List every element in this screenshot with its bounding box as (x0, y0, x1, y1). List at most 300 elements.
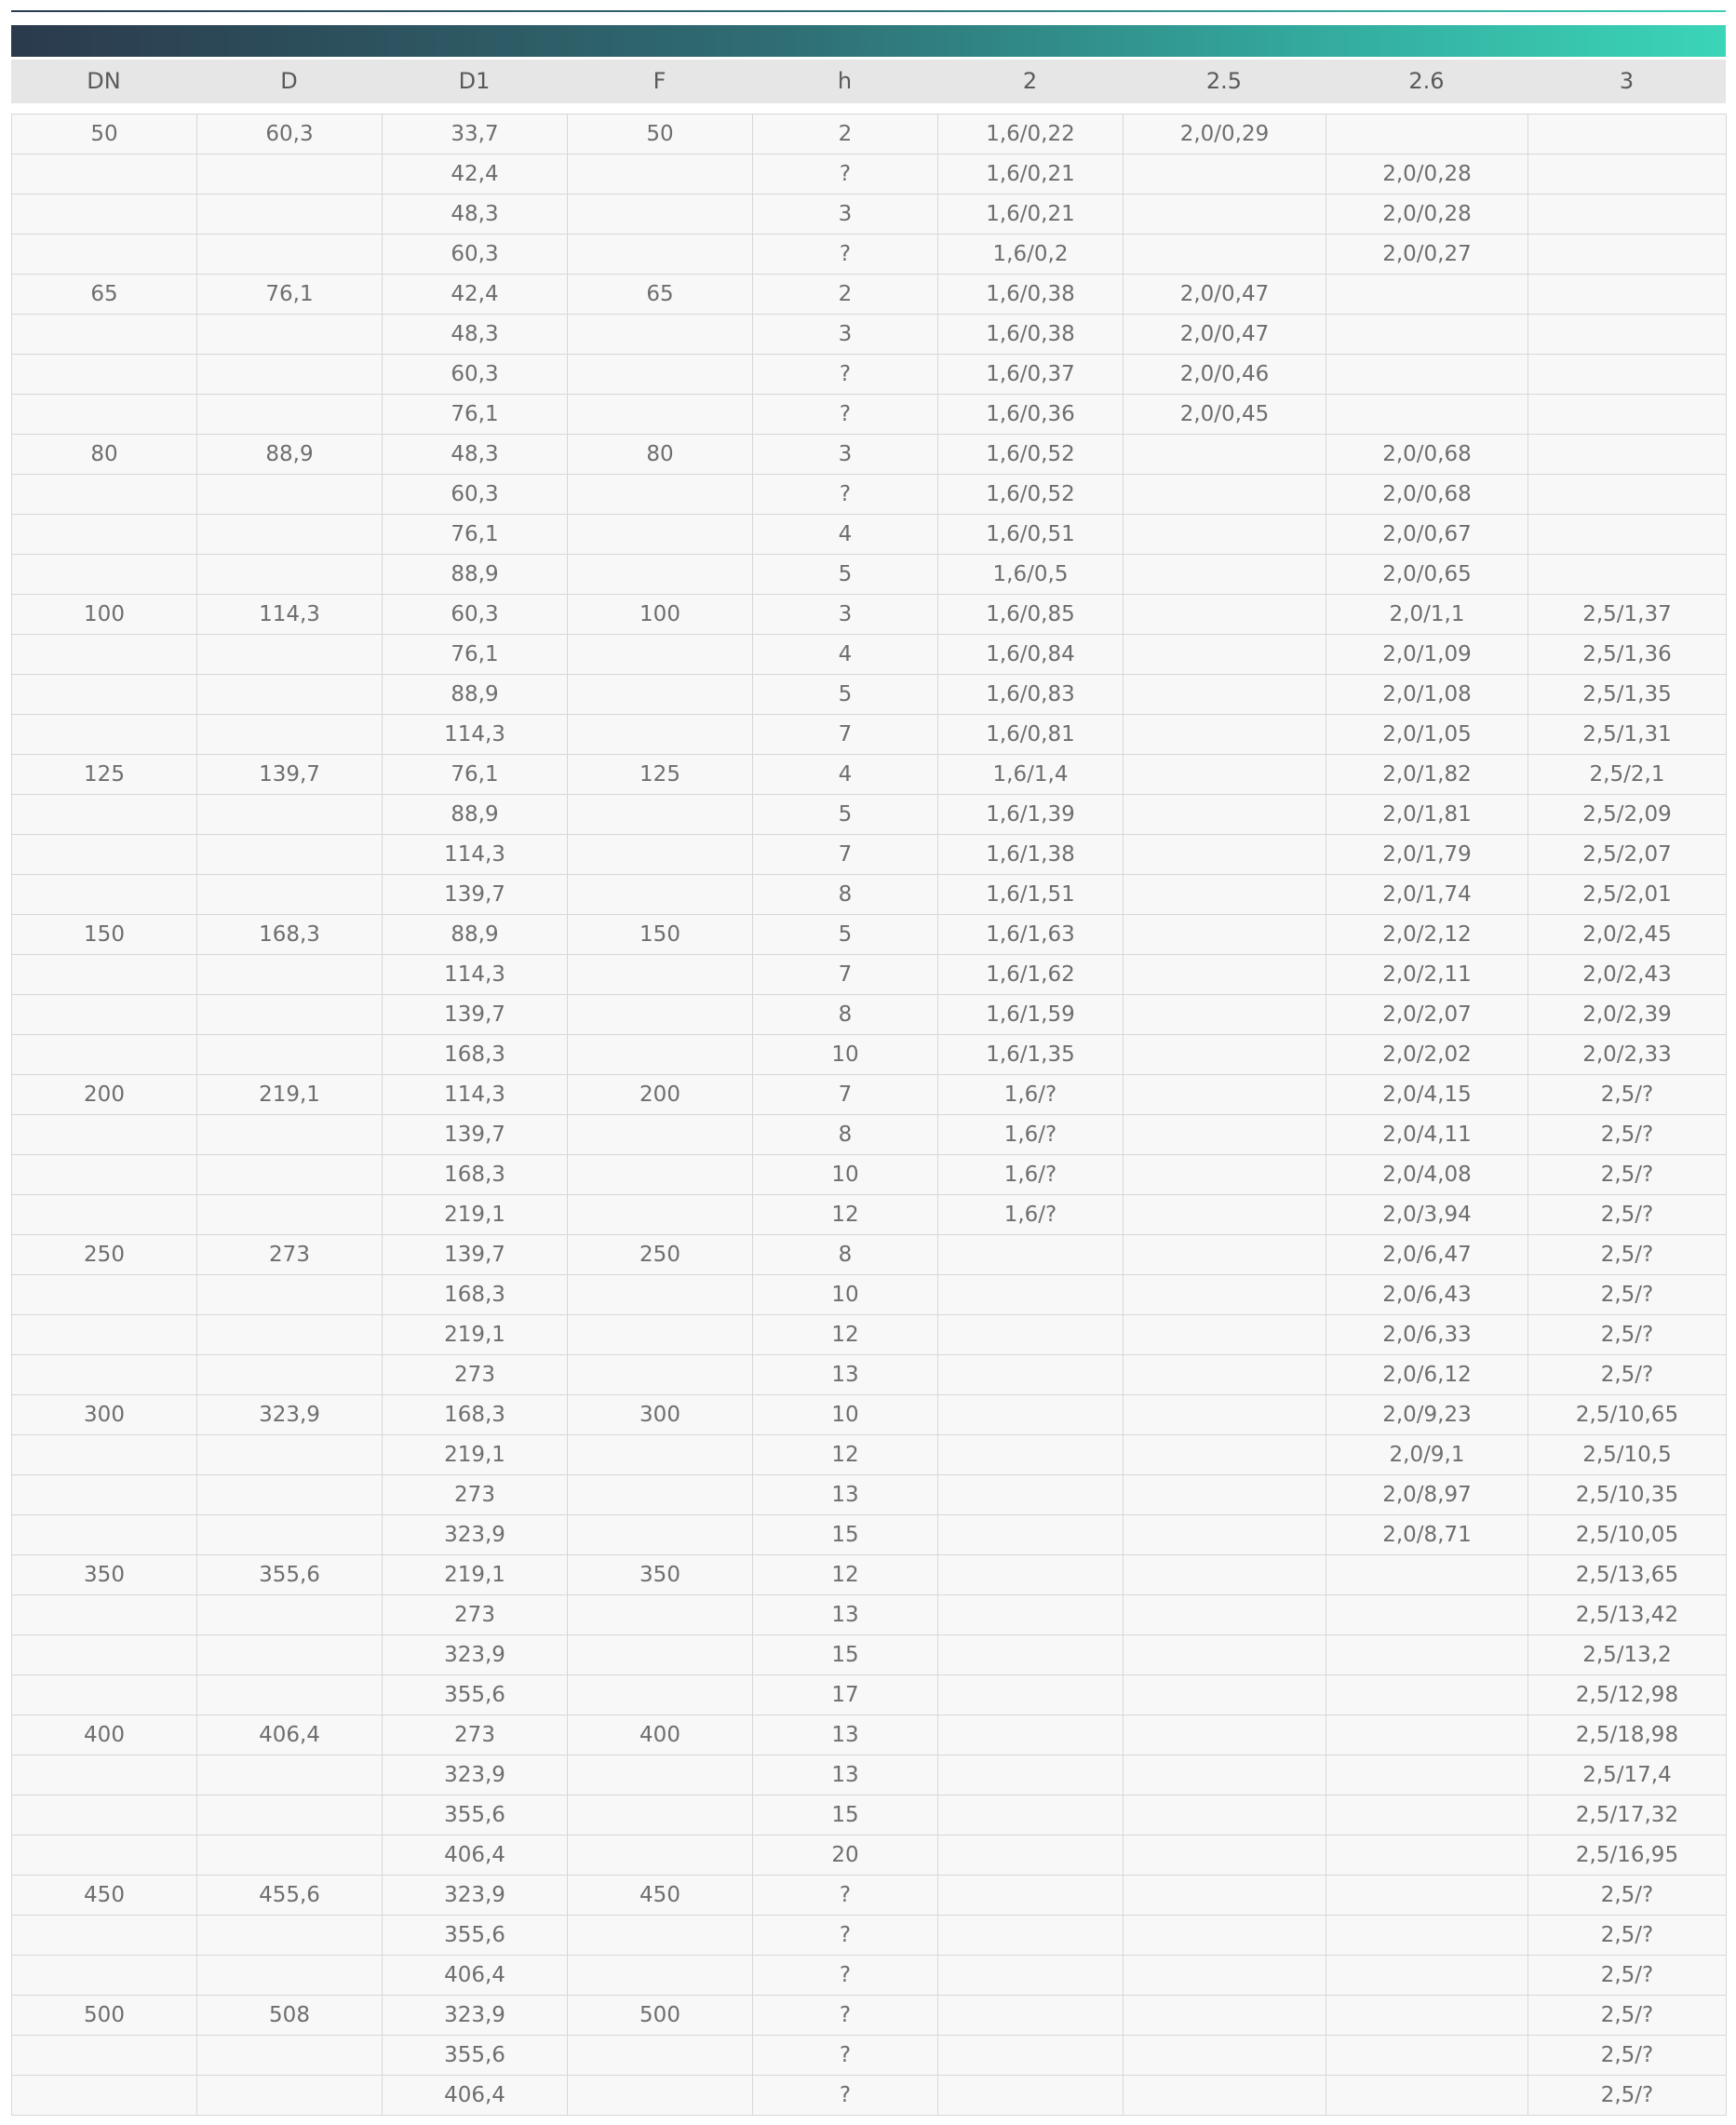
cell-f (568, 715, 753, 755)
cell-2-5 (1124, 995, 1326, 1035)
cell-h: 10 (753, 1395, 938, 1435)
cell-f: 150 (568, 915, 753, 955)
cell-d1: 168,3 (383, 1395, 568, 1435)
cell-h: 15 (753, 1635, 938, 1675)
cell-2-5 (1124, 595, 1326, 635)
cell-f (568, 1155, 753, 1195)
cell-d (197, 1755, 383, 1795)
cell-dn (12, 1916, 197, 1956)
cell-d: 219,1 (197, 1075, 383, 1115)
cell-f (568, 355, 753, 395)
cell-2-6: 2,0/9,23 (1326, 1395, 1528, 1435)
cell-2 (938, 1235, 1124, 1275)
cell-3: 2,5/13,65 (1528, 1555, 1727, 1595)
cell-f (568, 1635, 753, 1675)
cell-3 (1528, 395, 1727, 435)
cell-d1: 114,3 (383, 1075, 568, 1115)
cell-d1: 406,4 (383, 1956, 568, 1996)
cell-2-6: 2,0/1,08 (1326, 675, 1528, 715)
cell-2-5 (1124, 235, 1326, 275)
cell-f (568, 475, 753, 515)
cell-3: 2,5/2,1 (1528, 755, 1727, 795)
cell-dn (12, 475, 197, 515)
table-row (12, 715, 1727, 755)
cell-2-5 (1124, 1795, 1326, 1836)
cell-3: 2,5/? (1528, 1235, 1727, 1275)
cell-3: 2,5/1,36 (1528, 635, 1727, 675)
cell-h: 3 (753, 315, 938, 355)
cell-2-6: 2,0/0,28 (1326, 155, 1528, 195)
cell-3: 2,5/2,09 (1528, 795, 1727, 835)
table-row (12, 1195, 1727, 1235)
cell-d1: 323,9 (383, 1996, 568, 2036)
cell-2: 1,6/? (938, 1155, 1124, 1195)
cell-2: 1,6/0,83 (938, 675, 1124, 715)
cell-2-6: 2,0/1,81 (1326, 795, 1528, 835)
cell-d1: 76,1 (383, 395, 568, 435)
cell-dn (12, 1755, 197, 1795)
table-row (12, 1315, 1727, 1355)
cell-dn (12, 955, 197, 995)
cell-2 (938, 1675, 1124, 1715)
cell-3 (1528, 155, 1727, 195)
cell-2-6 (1326, 1836, 1528, 1876)
cell-2: 1,6/0,85 (938, 595, 1124, 635)
cell-2-6: 2,0/2,02 (1326, 1035, 1528, 1075)
cell-2-6: 2,0/9,1 (1326, 1435, 1528, 1475)
column-header-d1: D1 (458, 68, 491, 94)
cell-h: 13 (753, 1595, 938, 1635)
cell-d (197, 1195, 383, 1235)
cell-2-5 (1124, 1315, 1326, 1355)
column-header-2: 2 (1022, 68, 1038, 94)
cell-h: 3 (753, 435, 938, 475)
cell-2-6: 2,0/2,12 (1326, 915, 1528, 955)
cell-d: 323,9 (197, 1395, 383, 1435)
cell-dn (12, 2036, 197, 2076)
table-row (12, 595, 1727, 635)
cell-f (568, 1836, 753, 1876)
cell-2: 1,6/1,35 (938, 1035, 1124, 1075)
cell-h: 20 (753, 1836, 938, 1876)
cell-d: 455,6 (197, 1876, 383, 1916)
cell-3 (1528, 275, 1727, 315)
cell-dn (12, 1115, 197, 1155)
cell-h: 5 (753, 555, 938, 595)
cell-3 (1528, 315, 1727, 355)
cell-dn (12, 715, 197, 755)
cell-h: ? (753, 475, 938, 515)
cell-d (197, 1275, 383, 1315)
cell-3 (1528, 475, 1727, 515)
cell-2-5 (1124, 1916, 1326, 1956)
table-row (12, 475, 1727, 515)
cell-d (197, 195, 383, 235)
cell-2-5 (1124, 875, 1326, 915)
cell-3 (1528, 235, 1727, 275)
cell-2-5 (1124, 1475, 1326, 1515)
cell-2: 1,6/0,81 (938, 715, 1124, 755)
cell-3: 2,5/? (1528, 1315, 1727, 1355)
cell-3 (1528, 355, 1727, 395)
cell-d (197, 1836, 383, 1876)
cell-3: 2,5/1,35 (1528, 675, 1727, 715)
cell-2-5: 2,0/0,46 (1124, 355, 1326, 395)
cell-2: 1,6/1,63 (938, 915, 1124, 955)
cell-d: 76,1 (197, 275, 383, 315)
cell-2 (938, 1315, 1124, 1355)
cell-d1: 76,1 (383, 755, 568, 795)
cell-2-5 (1124, 1635, 1326, 1675)
table-row (12, 195, 1727, 235)
cell-h: 15 (753, 1795, 938, 1836)
cell-d (197, 2036, 383, 2076)
cell-2-5 (1124, 675, 1326, 715)
cell-f (568, 835, 753, 875)
cell-dn (12, 1275, 197, 1315)
cell-f (568, 875, 753, 915)
cell-2-6: 2,0/1,79 (1326, 835, 1528, 875)
cell-2-5 (1124, 1235, 1326, 1275)
cell-f (568, 315, 753, 355)
column-header-d: D (280, 68, 298, 94)
cell-dn (12, 1836, 197, 1876)
cell-3: 2,5/? (1528, 1275, 1727, 1315)
cell-2: 1,6/0,37 (938, 355, 1124, 395)
cell-3: 2,0/2,43 (1528, 955, 1727, 995)
cell-f: 100 (568, 595, 753, 635)
cell-2-6 (1326, 1795, 1528, 1836)
cell-2 (938, 2076, 1124, 2116)
cell-h: 12 (753, 1435, 938, 1475)
cell-f (568, 1675, 753, 1715)
cell-f (568, 235, 753, 275)
cell-f (568, 955, 753, 995)
cell-d (197, 955, 383, 995)
cell-2-5 (1124, 1836, 1326, 1876)
cell-d: 168,3 (197, 915, 383, 955)
cell-3 (1528, 195, 1727, 235)
cell-f (568, 395, 753, 435)
cell-2-5: 2,0/0,47 (1124, 275, 1326, 315)
cell-2-5 (1124, 1555, 1326, 1595)
cell-d (197, 1515, 383, 1555)
cell-2 (938, 1956, 1124, 1996)
cell-f: 65 (568, 275, 753, 315)
cell-d (197, 1675, 383, 1715)
cell-h: ? (753, 1876, 938, 1916)
cell-2-6 (1326, 1755, 1528, 1795)
cell-d (197, 1475, 383, 1515)
table-row (12, 1876, 1727, 1916)
cell-d (197, 1916, 383, 1956)
cell-dn: 350 (12, 1555, 197, 1595)
cell-f (568, 1035, 753, 1075)
cell-d1: 76,1 (383, 635, 568, 675)
cell-2-6: 2,0/1,09 (1326, 635, 1528, 675)
cell-f (568, 1515, 753, 1555)
table-row (12, 1235, 1727, 1275)
cell-d: 114,3 (197, 595, 383, 635)
cell-dn (12, 1155, 197, 1195)
cell-3: 2,5/? (1528, 2076, 1727, 2116)
cell-d1: 273 (383, 1475, 568, 1515)
table-row (12, 2076, 1727, 2116)
cell-dn (12, 155, 197, 195)
cell-2-6: 2,0/4,11 (1326, 1115, 1528, 1155)
cell-d (197, 1035, 383, 1075)
cell-2-6: 2,0/6,47 (1326, 1235, 1528, 1275)
cell-d (197, 675, 383, 715)
cell-d (197, 355, 383, 395)
cell-f (568, 1956, 753, 1996)
cell-d1: 88,9 (383, 795, 568, 835)
cell-2-6: 2,0/4,15 (1326, 1075, 1528, 1115)
cell-dn (12, 995, 197, 1035)
cell-dn: 300 (12, 1395, 197, 1435)
cell-d (197, 795, 383, 835)
cell-d1: 323,9 (383, 1515, 568, 1555)
cell-2-5 (1124, 715, 1326, 755)
cell-h: ? (753, 1916, 938, 1956)
cell-d (197, 1595, 383, 1635)
cell-dn (12, 1956, 197, 1996)
cell-dn (12, 1635, 197, 1675)
cell-h: 7 (753, 835, 938, 875)
cell-d1: 42,4 (383, 155, 568, 195)
cell-d1: 273 (383, 1715, 568, 1755)
cell-2-6 (1326, 395, 1528, 435)
cell-d1: 139,7 (383, 1235, 568, 1275)
cell-d1: 139,7 (383, 1115, 568, 1155)
cell-2-6: 2,0/6,12 (1326, 1355, 1528, 1395)
cell-f (568, 1755, 753, 1795)
table-row (12, 675, 1727, 715)
cell-d (197, 155, 383, 195)
cell-f: 350 (568, 1555, 753, 1595)
column-header-2-5: 2.5 (1205, 68, 1243, 94)
cell-2 (938, 1916, 1124, 1956)
cell-f: 80 (568, 435, 753, 475)
cell-2 (938, 1595, 1124, 1635)
cell-dn (12, 515, 197, 555)
cell-2: 1,6/0,52 (938, 435, 1124, 475)
column-header-2-6: 2.6 (1408, 68, 1445, 94)
table-row (12, 355, 1727, 395)
table-row (12, 1395, 1727, 1435)
cell-3: 2,5/? (1528, 2036, 1727, 2076)
table-row (12, 875, 1727, 915)
cell-3: 2,5/10,5 (1528, 1435, 1727, 1475)
cell-2-6: 2,0/0,28 (1326, 195, 1528, 235)
cell-f: 300 (568, 1395, 753, 1435)
cell-d: 139,7 (197, 755, 383, 795)
cell-d1: 139,7 (383, 995, 568, 1035)
cell-d: 60,3 (197, 114, 383, 155)
table-header (11, 60, 1726, 103)
cell-d: 406,4 (197, 1715, 383, 1755)
cell-dn (12, 315, 197, 355)
cell-h: 17 (753, 1675, 938, 1715)
cell-d1: 60,3 (383, 235, 568, 275)
cell-2: 1,6/? (938, 1115, 1124, 1155)
table-body (12, 114, 1727, 2116)
cell-d (197, 2076, 383, 2116)
cell-2-5 (1124, 1395, 1326, 1435)
cell-f: 200 (568, 1075, 753, 1115)
table-row (12, 515, 1727, 555)
cell-2 (938, 1475, 1124, 1515)
cell-2-5 (1124, 1595, 1326, 1635)
cell-3 (1528, 515, 1727, 555)
cell-2 (938, 1715, 1124, 1755)
cell-dn (12, 1035, 197, 1075)
table-row (12, 395, 1727, 435)
cell-d (197, 1795, 383, 1836)
table-row (12, 1755, 1727, 1795)
cell-d1: 219,1 (383, 1315, 568, 1355)
cell-d1: 273 (383, 1595, 568, 1635)
cell-d (197, 1435, 383, 1475)
cell-2-5 (1124, 435, 1326, 475)
table-row (12, 1956, 1727, 1996)
cell-3: 2,5/? (1528, 1996, 1727, 2036)
cell-d1: 323,9 (383, 1876, 568, 1916)
table-row (12, 155, 1727, 195)
cell-d1: 114,3 (383, 715, 568, 755)
cell-2-6: 2,0/6,43 (1326, 1275, 1528, 1315)
cell-h: ? (753, 155, 938, 195)
cell-d (197, 1115, 383, 1155)
cell-f: 250 (568, 1235, 753, 1275)
cell-2-6: 2,0/3,94 (1326, 1195, 1528, 1235)
cell-2-5 (1124, 2076, 1326, 2116)
cell-dn (12, 795, 197, 835)
cell-2-5 (1124, 1675, 1326, 1715)
cell-h: 4 (753, 755, 938, 795)
cell-d1: 168,3 (383, 1035, 568, 1075)
cell-dn (12, 1355, 197, 1395)
cell-2: 1,6/1,38 (938, 835, 1124, 875)
cell-d1: 139,7 (383, 875, 568, 915)
cell-d1: 406,4 (383, 2076, 568, 2116)
table-row (12, 955, 1727, 995)
cell-h: 5 (753, 915, 938, 955)
cell-d1: 168,3 (383, 1275, 568, 1315)
cell-h: ? (753, 395, 938, 435)
cell-2: 1,6/0,38 (938, 275, 1124, 315)
table-row (12, 2036, 1727, 2076)
table-row (12, 315, 1727, 355)
cell-2-6 (1326, 1715, 1528, 1755)
table-row (12, 235, 1727, 275)
cell-2: 1,6/0,2 (938, 235, 1124, 275)
cell-h: 13 (753, 1355, 938, 1395)
table-row (12, 1115, 1727, 1155)
table-row (12, 915, 1727, 955)
cell-f (568, 1795, 753, 1836)
cell-f (568, 1435, 753, 1475)
cell-h: 12 (753, 1555, 938, 1595)
cell-2-6: 2,0/2,07 (1326, 995, 1528, 1035)
cell-2-6: 2,0/0,27 (1326, 235, 1528, 275)
cell-h: ? (753, 355, 938, 395)
cell-2-6: 2,0/0,68 (1326, 435, 1528, 475)
cell-h: 3 (753, 595, 938, 635)
cell-d1: 88,9 (383, 675, 568, 715)
cell-2 (938, 1555, 1124, 1595)
cell-3: 2,5/13,42 (1528, 1595, 1727, 1635)
cell-2-5 (1124, 1075, 1326, 1115)
cell-dn: 150 (12, 915, 197, 955)
cell-d1: 355,6 (383, 1916, 568, 1956)
cell-f: 450 (568, 1876, 753, 1916)
cell-d1: 76,1 (383, 515, 568, 555)
cell-2: 1,6/1,62 (938, 955, 1124, 995)
cell-dn: 400 (12, 1715, 197, 1755)
cell-2-6 (1326, 1996, 1528, 2036)
cell-f (568, 1595, 753, 1635)
table-row (12, 435, 1727, 475)
cell-d1: 42,4 (383, 275, 568, 315)
cell-h: 7 (753, 955, 938, 995)
cell-2: 1,6/0,5 (938, 555, 1124, 595)
cell-2 (938, 1836, 1124, 1876)
cell-2-6: 2,0/6,33 (1326, 1315, 1528, 1355)
cell-2 (938, 1996, 1124, 2036)
cell-dn: 65 (12, 275, 197, 315)
cell-2-5 (1124, 155, 1326, 195)
cell-h: 10 (753, 1275, 938, 1315)
cell-d (197, 1155, 383, 1195)
cell-2-5 (1124, 635, 1326, 675)
cell-f: 400 (568, 1715, 753, 1755)
cell-2-6: 2,0/2,11 (1326, 955, 1528, 995)
cell-h: ? (753, 1996, 938, 2036)
cell-3: 2,5/10,65 (1528, 1395, 1727, 1435)
cell-dn: 450 (12, 1876, 197, 1916)
cell-2: 1,6/0,22 (938, 114, 1124, 155)
cell-f: 500 (568, 1996, 753, 2036)
cell-d1: 219,1 (383, 1195, 568, 1235)
cell-3: 2,5/? (1528, 1956, 1727, 1996)
cell-d (197, 235, 383, 275)
cell-h: 15 (753, 1515, 938, 1555)
cell-d (197, 1315, 383, 1355)
cell-3: 2,5/? (1528, 1155, 1727, 1195)
cell-2: 1,6/0,21 (938, 195, 1124, 235)
column-header-f: F (653, 68, 666, 94)
table-row (12, 1635, 1727, 1675)
cell-3: 2,5/2,01 (1528, 875, 1727, 915)
table-row (12, 1155, 1727, 1195)
cell-2 (938, 1515, 1124, 1555)
cell-h: 8 (753, 875, 938, 915)
cell-d (197, 1635, 383, 1675)
table-row (12, 635, 1727, 675)
cell-2-5 (1124, 755, 1326, 795)
cell-dn (12, 635, 197, 675)
cell-2: 1,6/? (938, 1075, 1124, 1115)
cell-f (568, 1315, 753, 1355)
cell-2-5 (1124, 475, 1326, 515)
cell-h: 10 (753, 1155, 938, 1195)
cell-d1: 219,1 (383, 1435, 568, 1475)
cell-h: 13 (753, 1755, 938, 1795)
cell-2-5 (1124, 1996, 1326, 2036)
cell-dn (12, 235, 197, 275)
top-divider-line (11, 10, 1726, 12)
